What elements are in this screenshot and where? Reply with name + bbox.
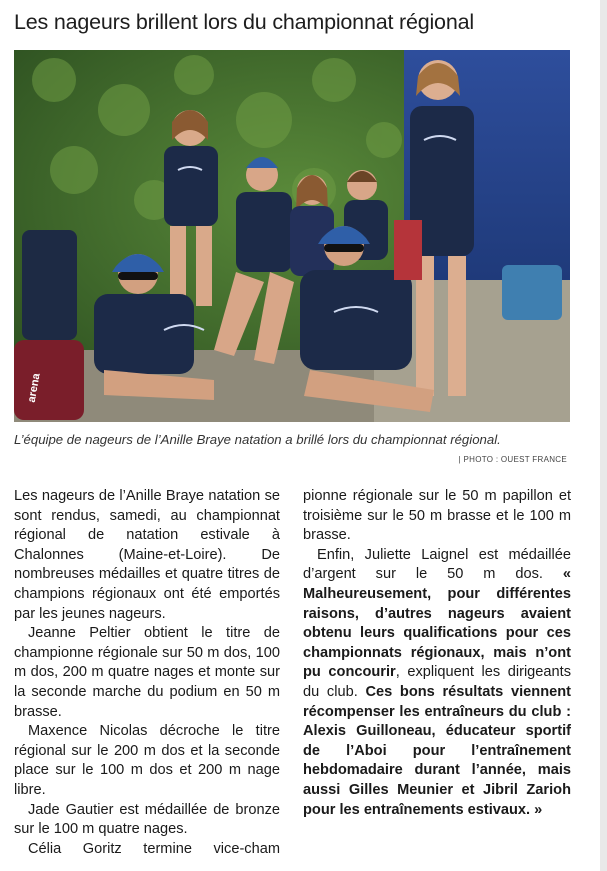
red-towel	[394, 220, 422, 280]
article-paragraph-2: Jeanne Peltier obtient le titre de championne régionale sur 50 m dos, 100 m dos, 200 m quatre nages et monte sur la seconde marche du podium en 50 m brasse.	[14, 625, 280, 720]
red-bag	[14, 340, 84, 420]
article-paragraph-1: Les nageurs de l’Anille Braye natation se sont rendus, samedi, au championnat régional de natation estivale à Chalonnes (Maine-et-Loire). De nombreuses médailles et quatre titres de champions régionaux ont été emportés par les jeunes nageurs.	[14, 488, 280, 622]
photo-credit: | PHOTO : OUEST FRANCE	[458, 455, 567, 464]
article-column-left	[14, 487, 280, 859]
article-paragraph-4: Jade Gautier est médaillée de bronze sur le 100 m quatre nages.	[14, 801, 280, 838]
headline: Les nageurs brillent lors du championnat régional	[14, 10, 474, 34]
photo-caption: L’équipe de nageurs de l’Anille Braye natation a brillé lors du championnat régional.	[14, 432, 501, 447]
team-photo	[14, 50, 570, 422]
arena-logo: arena	[25, 372, 43, 404]
article-paragraph-5-end: pionne régionale sur le 50 m papillon et troisième sur le 50 m brasse et le 100 m brasse.	[303, 488, 571, 544]
article-quote-2: Ces bons résultats viennent récompenser les entraîneurs du club : Alexis Guilloneau, éducateur sportif de l’Aboi pour l’entraînement hebdomadaire durant l’année, mais aussi Gilles Meunier et Jibril Zarioh pour les entraînements estivaux. »	[303, 683, 572, 818]
team-photo-illustration	[14, 50, 570, 422]
article-text-plain: Enfin, Juliette Laignel est médaillée d’argent sur le 50 m dos.	[303, 546, 571, 583]
article-column-right	[303, 487, 571, 820]
black-bag	[22, 230, 77, 340]
article-paragraph-5-start: Célia Goritz termine vice-cham	[28, 840, 280, 857]
page-edge	[600, 0, 607, 871]
article-paragraph-6	[303, 546, 571, 820]
article-paragraph-3: Maxence Nicolas décroche le titre régional sur le 200 m dos et la seconde place sur le 100 m dos et 200 m nage libre.	[14, 723, 280, 798]
article-text-attribution: , expliquent les dirigeants du club.	[303, 664, 571, 700]
blue-towel	[502, 265, 562, 320]
article-quote-1: « Malheureusement, pour différentes raisons, d’autres nageurs avaient obtenu leurs qualifications pour ces championnats régionaux, mais n’ont pu concourir	[303, 566, 571, 681]
